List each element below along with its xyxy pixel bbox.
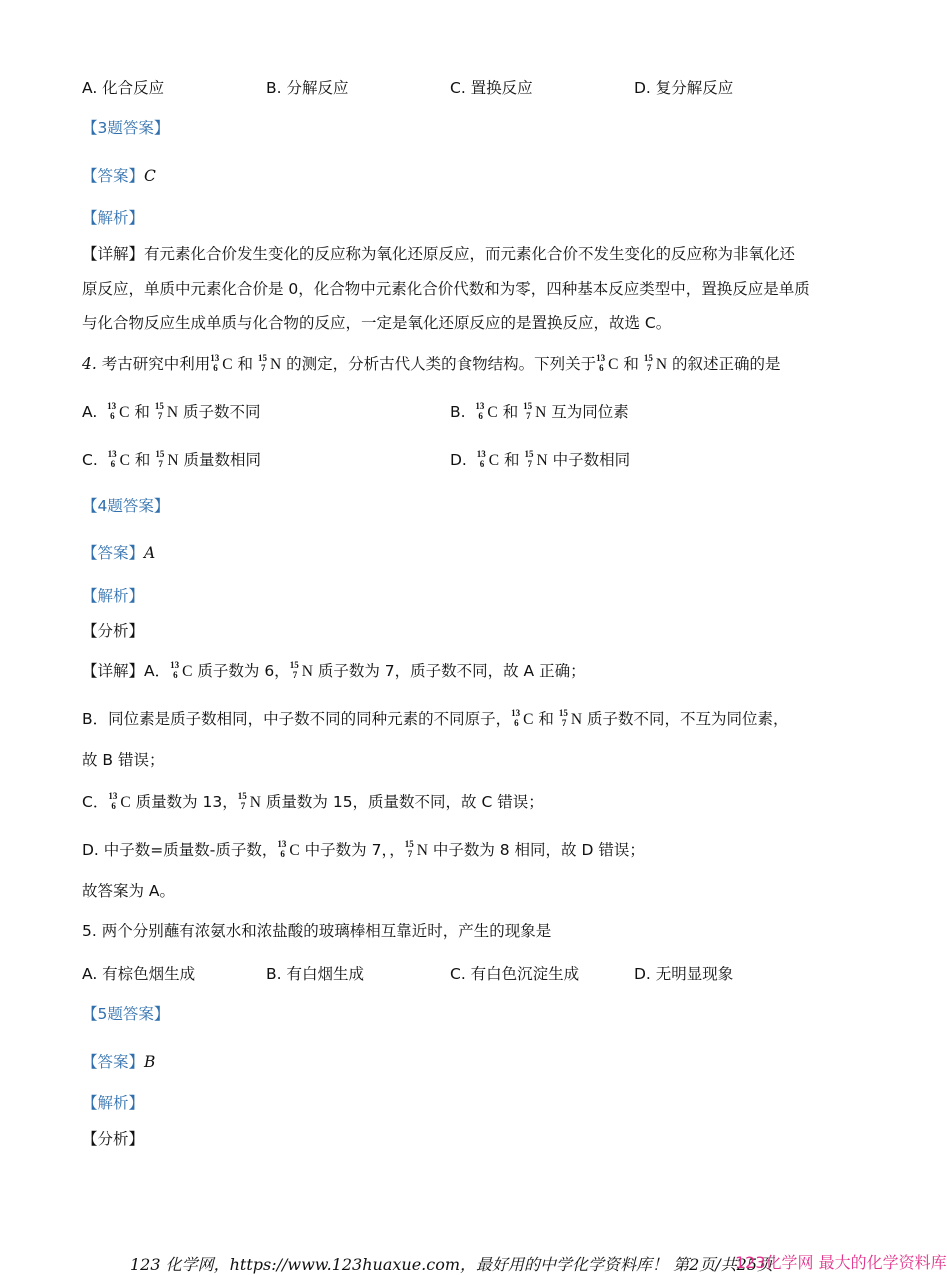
option-b: B. 分解反应 bbox=[266, 79, 349, 97]
q3-detail-line: 【详解】有元素化合价发生变化的反应称为氧化还原反应，而元素化合价不发生变化的反应称为非氧化还 bbox=[82, 245, 796, 263]
answer-label: 【答案】 bbox=[82, 1053, 145, 1071]
option-c: C. 13 6 C 和 15 7 N 质量数相同 bbox=[82, 449, 261, 469]
q4-detail-a: 【详解】A． 13 6 C 质子数为 6， 15 7 N 质子数为 7，质子数不同，故 A 正确； bbox=[82, 660, 586, 680]
q3-analysis-label: 【解析】 bbox=[82, 209, 145, 227]
q4-detail-b-cont: 故 B 错误； bbox=[82, 751, 165, 769]
answer-value: A bbox=[144, 544, 156, 562]
page-footer: 123 化学网，https://www.123huaxue.com，最好用的中学化学资料库！ 第2页/共25页 bbox=[130, 1255, 774, 1274]
q4-answer-header: 【4题答案】 bbox=[82, 497, 170, 515]
option-b: B. 13 6 C 和 15 7 N 互为同位素 bbox=[450, 401, 629, 421]
watermark: 123化学网 最大的化学资料库 bbox=[735, 1253, 947, 1272]
option-a: A. 有棕色烟生成 bbox=[82, 965, 196, 983]
stem-text: 的测定，分析古代人类的食物结构。下列关于 bbox=[286, 355, 597, 373]
option-a: A. 化合反应 bbox=[82, 79, 165, 97]
q5-fenxi-label: 【分析】 bbox=[82, 1130, 145, 1148]
option-d: D. 13 6 C 和 15 7 N 中子数相同 bbox=[450, 449, 631, 469]
q4-fenxi-label: 【分析】 bbox=[82, 622, 145, 640]
option-b: B. 有白烟生成 bbox=[266, 965, 364, 983]
answer-value: B bbox=[144, 1053, 156, 1071]
q4-analysis-label: 【解析】 bbox=[82, 587, 145, 605]
q3-answer-header: 【3题答案】 bbox=[82, 119, 170, 137]
q4-stem: 4. 考古研究中利用 13 6 C 和 15 7 N 的测定，分析古代人类的食物结构。下列关于 13 6 C 和 15 7 N 的叙述正确的是 bbox=[82, 353, 781, 373]
question-number: 4. bbox=[82, 355, 97, 373]
q5-answer bbox=[82, 1052, 155, 1072]
q4-answer bbox=[82, 543, 155, 563]
stem-text: 考古研究中利用 bbox=[101, 355, 211, 373]
q3-detail-line: 原反应，单质中元素化合价是 0，化合物中元素化合价代数和为零，四种基本反应类型中，置换反应是单质 bbox=[82, 280, 810, 298]
stem-text: 的叙述正确的是 bbox=[672, 355, 781, 373]
q3-detail-line: 与化合物反应生成单质与化合物的反应，一定是氧化还原反应的是置换反应，故选 C。 bbox=[82, 314, 672, 332]
isotope-c13: 13 6 bbox=[210, 353, 220, 373]
option-d: D. 复分解反应 bbox=[634, 79, 734, 97]
option-c: C. 置换反应 bbox=[450, 79, 533, 97]
isotope-n15: 15 7 bbox=[643, 353, 653, 373]
isotope-n15: 15 7 bbox=[257, 353, 267, 373]
isotope-c13: 13 6 bbox=[596, 353, 606, 373]
option-d: D. 无明显现象 bbox=[634, 965, 734, 983]
answer-label: 【答案】 bbox=[82, 167, 145, 185]
q5-analysis-label: 【解析】 bbox=[82, 1094, 145, 1112]
option-c: C. 有白色沉淀生成 bbox=[450, 965, 580, 983]
q5-answer-header: 【5题答案】 bbox=[82, 1005, 170, 1023]
q5-stem: 5. 两个分别蘸有浓氨水和浓盐酸的玻璃棒相互靠近时，产生的现象是 bbox=[82, 922, 552, 940]
q4-detail-c: C． 13 6 C 质量数为 13， 15 7 N 质量数为 15，质量数不同，故 C 错误； bbox=[82, 791, 544, 811]
q4-detail-b: B．同位素是质子数相同，中子数不同的同种元素的不同原子， 13 6 C 和 15 7 N 质子数不同，不互为同位素， bbox=[82, 708, 789, 728]
answer-label: 【答案】 bbox=[82, 544, 145, 562]
q3-answer bbox=[82, 166, 156, 186]
q4-conclusion: 故答案为 A。 bbox=[82, 882, 176, 900]
option-a: A. 13 6 C 和 15 7 N 质子数不同 bbox=[82, 401, 261, 421]
answer-value: C bbox=[144, 167, 156, 185]
q4-detail-d: D. 中子数=质量数-质子数， 13 6 C 中子数为 7，， 15 7 N 中子数为 8 相同，故 D 错误； bbox=[82, 839, 645, 859]
